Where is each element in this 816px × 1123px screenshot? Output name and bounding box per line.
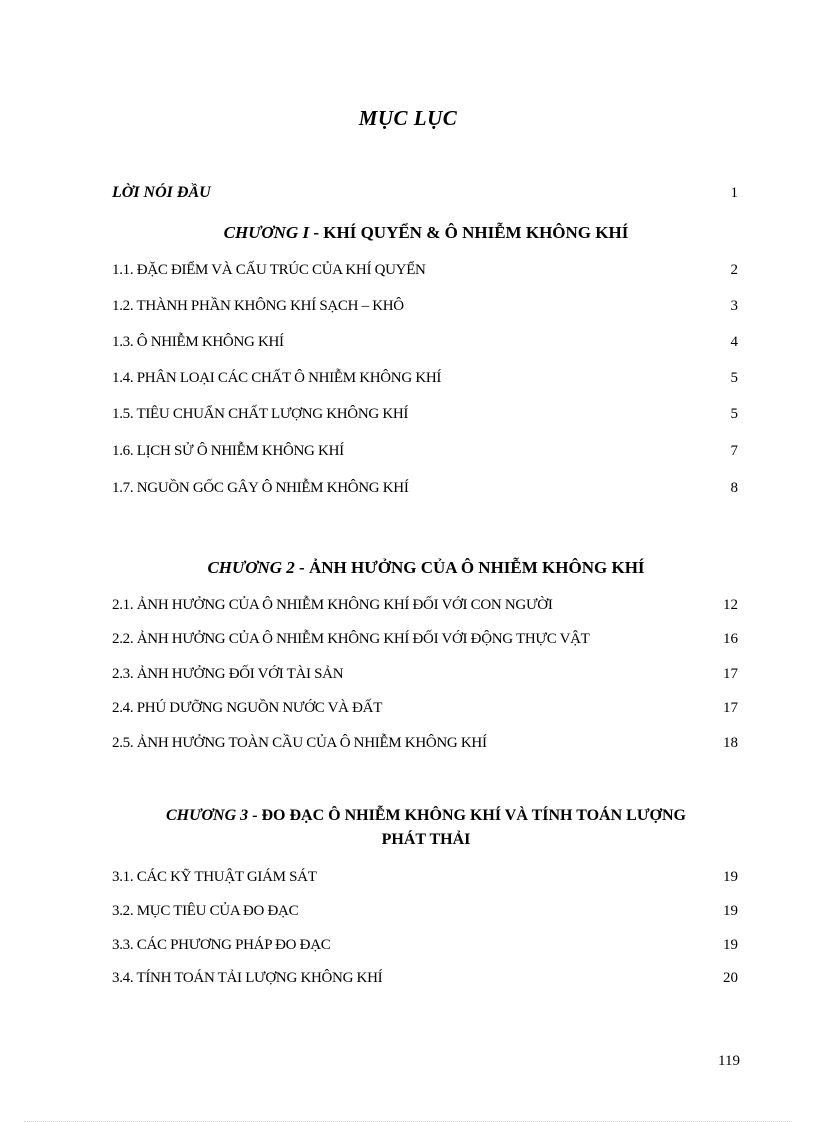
- toc-entry-label: 2.4. PHÚ DƯỠNG NGUỒN NƯỚC VÀ ĐẤT: [112, 700, 383, 716]
- toc-entry[interactable]: [112, 403, 740, 425]
- toc-entry[interactable]: [112, 866, 740, 888]
- chapter-title: - ẢNH HƯỞNG CỦA Ô NHIỄM KHÔNG KHÍ: [294, 558, 645, 577]
- toc-entry-label: 2.3. ẢNH HƯỞNG ĐỐI VỚI TÀI SẢN: [112, 666, 344, 682]
- chapter-lead: CHƯƠNG 3: [165, 807, 249, 824]
- toc-entry[interactable]: [112, 440, 740, 462]
- toc-entry-label: 1.6. LỊCH SỬ Ô NHIỄM KHÔNG KHÍ: [112, 443, 344, 459]
- toc-entry-label: 1.1. ĐẶC ĐIỂM VÀ CẤU TRÚC CỦA KHÍ QUYỂN: [112, 262, 426, 278]
- toc-entry-page: 2: [730, 262, 738, 278]
- toc-entry-page: 5: [730, 370, 738, 386]
- chapter-heading-1: [112, 221, 740, 245]
- toc-entry-label: 1.2. THÀNH PHẦN KHÔNG KHÍ SẠCH – KHÔ: [112, 298, 404, 314]
- toc-entry-page: 12: [723, 597, 738, 613]
- toc-entry-label: 3.4. TÍNH TOÁN TẢI LƯỢNG KHÔNG KHÍ: [112, 970, 383, 986]
- toc-entry-label: 2.5. ẢNH HƯỞNG TOÀN CẦU CỦA Ô NHIỄM KHÔNG KHÍ: [112, 735, 487, 751]
- toc-entry[interactable]: [112, 367, 740, 389]
- toc-entry-page: 4: [730, 334, 738, 350]
- toc-entry-page: 17: [723, 666, 738, 682]
- toc-entry-label: 1.5. TIÊU CHUẨN CHẤT LƯỢNG KHÔNG KHÍ: [112, 406, 409, 422]
- chapter-lead: CHƯƠNG 2: [207, 558, 295, 577]
- toc-entry-page: 7: [730, 443, 738, 459]
- toc-entry[interactable]: [112, 259, 740, 281]
- toc-entry-page: 19: [723, 869, 738, 885]
- toc-entry-page: 19: [723, 903, 738, 919]
- page-number: 119: [718, 1053, 740, 1069]
- toc-entry-page: 20: [723, 970, 738, 986]
- toc-entry[interactable]: [112, 967, 740, 989]
- toc-entry-label: 2.1. ẢNH HƯỞNG CỦA Ô NHIỄM KHÔNG KHÍ ĐỐI VỚI CON NGƯỜI: [112, 597, 553, 613]
- toc-entry[interactable]: [112, 934, 740, 956]
- toc-entry-label: 2.2. ẢNH HƯỞNG CỦA Ô NHIỄM KHÔNG KHÍ ĐỐI VỚI ĐỘNG THỰC VẬT: [112, 631, 590, 647]
- chapter-title: - KHÍ QUYỂN & Ô NHIỄM KHÔNG KHÍ: [309, 223, 629, 242]
- toc-entry[interactable]: [112, 732, 740, 754]
- toc-entry[interactable]: [112, 900, 740, 922]
- toc-title: MỤC LỤC: [358, 106, 458, 130]
- toc-entry[interactable]: [112, 594, 740, 616]
- toc-entry-label: LỜI NÓI ĐẦU: [112, 184, 211, 201]
- chapter-lead: CHƯƠNG I: [223, 223, 310, 242]
- toc-entry-intro[interactable]: [112, 182, 740, 204]
- toc-entry-label: 3.1. CÁC KỸ THUẬT GIÁM SÁT: [112, 869, 317, 885]
- toc-entry-page: 3: [730, 298, 738, 314]
- toc-entry-page: 17: [723, 700, 738, 716]
- toc-entry[interactable]: [112, 628, 740, 650]
- page-edge-divider: [24, 1121, 792, 1122]
- toc-entry-page: 5: [730, 406, 738, 422]
- toc-entry-page: 19: [723, 937, 738, 953]
- toc-entry-label: 1.3. Ô NHIỄM KHÔNG KHÍ: [112, 334, 284, 350]
- chapter-title: - ĐO ĐẠC Ô NHIỄM KHÔNG KHÍ VÀ TÍNH TOÁN LƯỢNG: [248, 807, 686, 824]
- toc-entry-label: 1.7. NGUỒN GỐC GÂY Ô NHIỄM KHÔNG KHÍ: [112, 480, 409, 496]
- chapter-heading-3: [112, 804, 740, 852]
- toc-entry-page: 16: [723, 631, 738, 647]
- toc-entry[interactable]: [112, 663, 740, 685]
- toc-entry-label: 3.2. MỤC TIÊU CỦA ĐO ĐẠC: [112, 903, 299, 919]
- chapter-heading-line-1: [112, 804, 740, 828]
- toc-entry-page: 8: [730, 480, 738, 496]
- toc-entry[interactable]: [112, 477, 740, 499]
- toc-entry[interactable]: [112, 697, 740, 719]
- toc-entry-page: 1: [730, 185, 738, 201]
- toc-entry-label: 3.3. CÁC PHƯƠNG PHÁP ĐO ĐẠC: [112, 937, 331, 953]
- toc-entry-page: 18: [723, 735, 738, 751]
- toc-entry-label: 1.4. PHÂN LOẠI CÁC CHẤT Ô NHIỄM KHÔNG KHÍ: [112, 370, 442, 386]
- chapter-heading-line-2: PHÁT THẢI: [381, 831, 471, 848]
- toc-entry[interactable]: [112, 295, 740, 317]
- chapter-heading-2: [112, 556, 740, 580]
- toc-entry[interactable]: [112, 331, 740, 353]
